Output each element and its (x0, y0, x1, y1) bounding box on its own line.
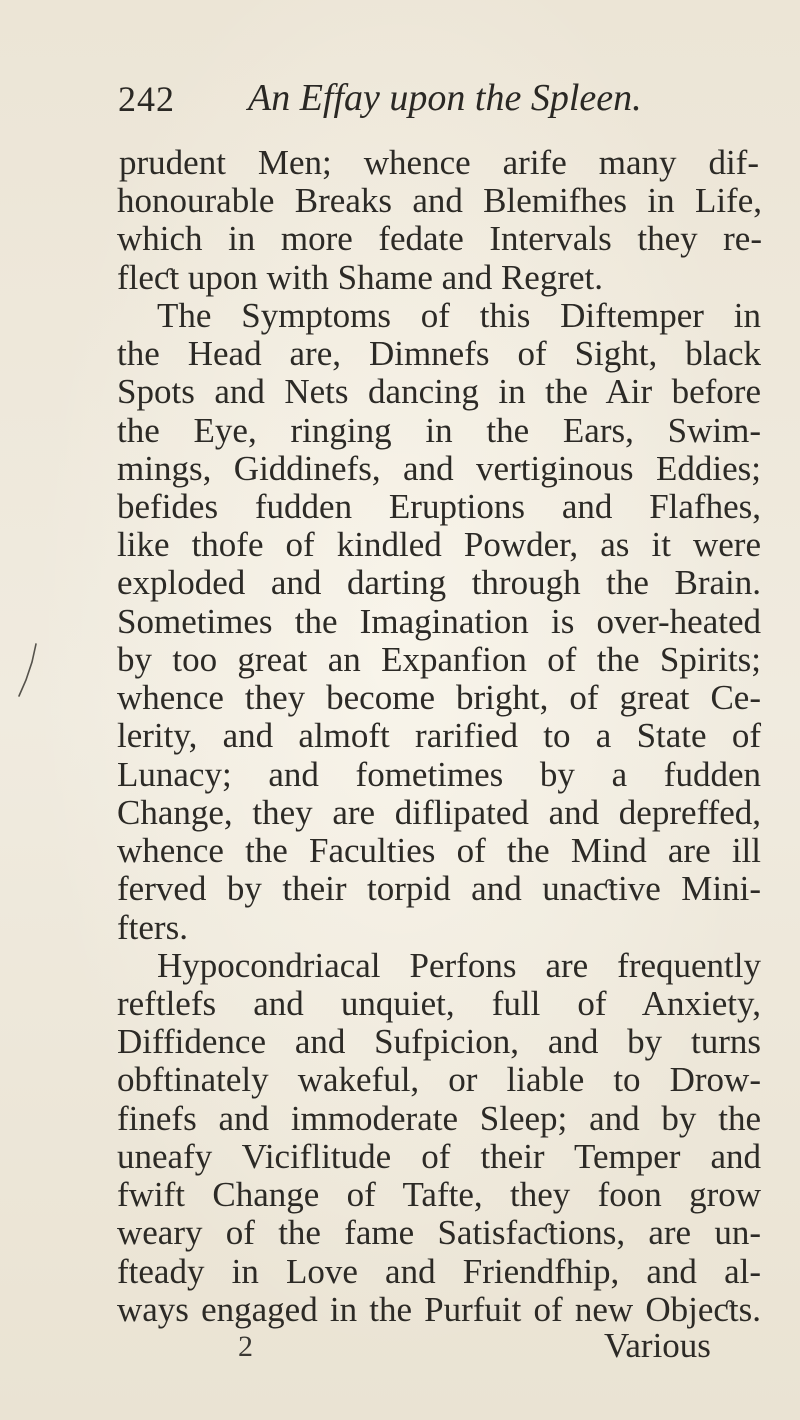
catchword: Various (604, 1326, 711, 1365)
page-number: 242 (118, 79, 175, 119)
signature-mark: 2 (238, 1330, 253, 1363)
text-line: the Head are, Dimnefs of Sight, black (117, 334, 761, 374)
text-line: finefs and immoderate Sleep; and by the (117, 1098, 761, 1138)
text-line: prudent Men; whence arife many dif- (119, 143, 759, 182)
text-line: fleƈt upon with Shame and Regret. (117, 257, 603, 297)
text-line: Hypocondriacal Perfons are frequently (157, 945, 761, 985)
text-line: Change, they are diflipated and depreffed, (117, 792, 761, 832)
text-line: mings, Giddinefs, and vertiginous Eddies; (117, 448, 761, 488)
text-line: weary of the fame Satisfaƈtions, are un- (117, 1213, 761, 1253)
text-line: The Symptoms of this Diftemper in (157, 295, 761, 335)
margin-pencil-mark-icon (14, 640, 42, 700)
text-line: befides fudden Eruptions and Flafhes, (117, 487, 761, 527)
text-line: whence they become bright, of great Ce- (117, 678, 761, 718)
text-line: reftlefs and unquiet, full of Anxiety, (117, 983, 761, 1023)
text-line: Diffidence and Sufpicion, and by turns (117, 1022, 761, 1062)
text-line: by too great an Expanfion of the Spirits; (117, 639, 761, 679)
text-line: lerity, and almoft rarified to a State of (117, 716, 761, 756)
text-line: Sometimes the Imagination is over-heated (117, 601, 761, 641)
text-line: ferved by their torpid and unaƈtive Mini- (117, 869, 761, 909)
text-line: obftinately wakeful, or liable to Drow- (117, 1060, 761, 1100)
text-line: uneafy Viciflitude of their Temper and (117, 1136, 761, 1176)
text-line: exploded and darting through the Brain. (117, 563, 761, 603)
text-line: Spots and Nets dancing in the Air before (117, 372, 761, 412)
text-line: the Eye, ringing in the Ears, Swim- (117, 410, 761, 450)
text-line: Lunacy; and fometimes by a fudden (117, 754, 761, 794)
running-head: An Effay upon the Spleen. (248, 77, 642, 119)
text-line: fters. (117, 907, 188, 947)
text-line: fteady in Love and Friendfhip, and al- (117, 1251, 761, 1291)
text-line: whence the Faculties of the Mind are ill (117, 831, 761, 871)
text-line: fwift Change of Tafte, they foon grow (117, 1175, 761, 1215)
text-line: honourable Breaks and Blemifhes in Life, (117, 181, 762, 221)
text-line: ways engaged in the Purfuit of new Objeƈts. (117, 1289, 761, 1329)
text-line: like thofe of kindled Powder, as it were (117, 525, 761, 565)
text-line: which in more fedate Intervals they re- (117, 219, 762, 259)
